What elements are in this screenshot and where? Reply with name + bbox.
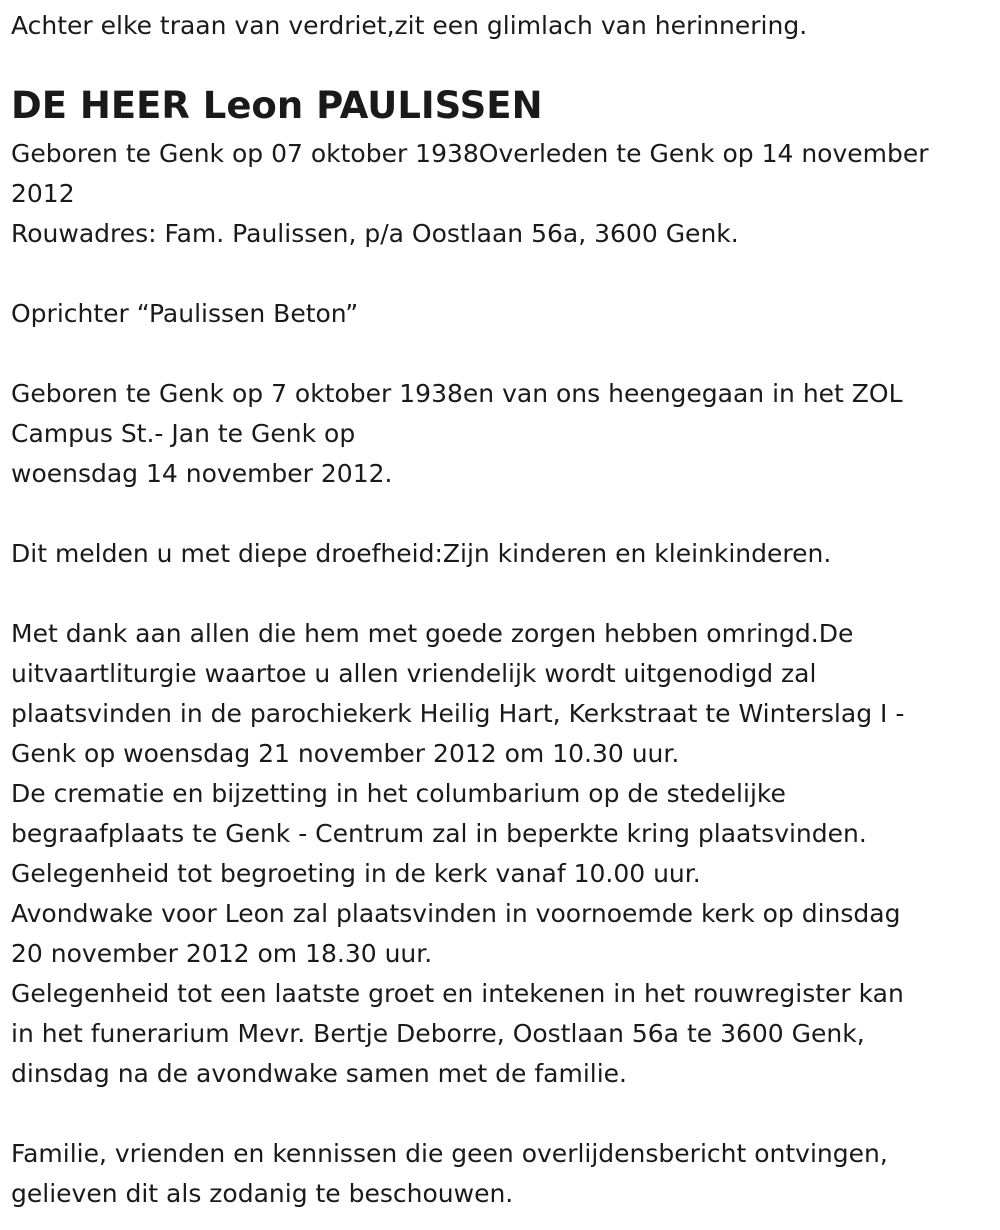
deceased-name: DE HEER Leon PAULISSEN — [11, 84, 543, 127]
birth-passing-line: woensdag 14 november 2012. — [11, 459, 393, 488]
born-died-line: 2012 — [11, 179, 75, 208]
memorial-quote: Achter elke traan van verdriet,zit een glimlach van herinnering. — [11, 11, 808, 40]
register-line: in het funerarium Mevr. Bertje Deborre, Oostlaan 56a te 3600 Genk, — [11, 1019, 865, 1048]
wake-line: Avondwake voor Leon zal plaatsvinden in voornoemde kerk op dinsdag — [11, 899, 901, 928]
funeral-info-line: Met dank aan allen die hem met goede zorgen hebben omringd.De — [11, 619, 854, 648]
funeral-info-line: plaatsvinden in de parochiekerk Heilig Hart, Kerkstraat te Winterslag I - — [11, 699, 905, 728]
mourning-address: Rouwadres: Fam. Paulissen, p/a Oostlaan 56a, 3600 Genk. — [11, 219, 739, 248]
cremation-line: begraafplaats te Genk - Centrum zal in beperkte kring plaatsvinden. — [11, 819, 867, 848]
funeral-info-line: uitvaartliturgie waartoe u allen vriendelijk wordt uitgenodigd zal — [11, 659, 817, 688]
announcement-line: Dit melden u met diepe droefheid:Zijn kinderen en kleinkinderen. — [11, 539, 832, 568]
spacer — [11, 494, 986, 534]
spacer — [11, 574, 986, 614]
closing-line: gelieven dit als zodanig te beschouwen. — [11, 1179, 514, 1208]
spacer — [11, 334, 986, 374]
founder-line: Oprichter “Paulissen Beton” — [11, 299, 359, 328]
register-line: Gelegenheid tot een laatste groet en intekenen in het rouwregister kan — [11, 979, 904, 1008]
wake-line: 20 november 2012 om 18.30 uur. — [11, 939, 433, 968]
greeting-line: Gelegenheid tot begroeting in de kerk vanaf 10.00 uur. — [11, 859, 701, 888]
register-line: dinsdag na de avondwake samen met de familie. — [11, 1059, 627, 1088]
closing-line: Familie, vrienden en kennissen die geen overlijdensbericht ontvingen, — [11, 1139, 888, 1168]
birth-passing-line: Geboren te Genk op 7 oktober 1938en van ons heengegaan in het ZOL — [11, 379, 903, 408]
birth-passing-line: Campus St.- Jan te Genk op — [11, 419, 356, 448]
obituary-body — [11, 134, 986, 1214]
born-died-line: Geboren te Genk op 07 oktober 1938Overleden te Genk op 14 november — [11, 139, 929, 168]
cremation-line: De crematie en bijzetting in het columbarium op de stedelijke — [11, 779, 786, 808]
funeral-info-line: Genk op woensdag 21 november 2012 om 10.30 uur. — [11, 739, 680, 768]
spacer — [11, 254, 986, 294]
spacer — [11, 1094, 986, 1134]
